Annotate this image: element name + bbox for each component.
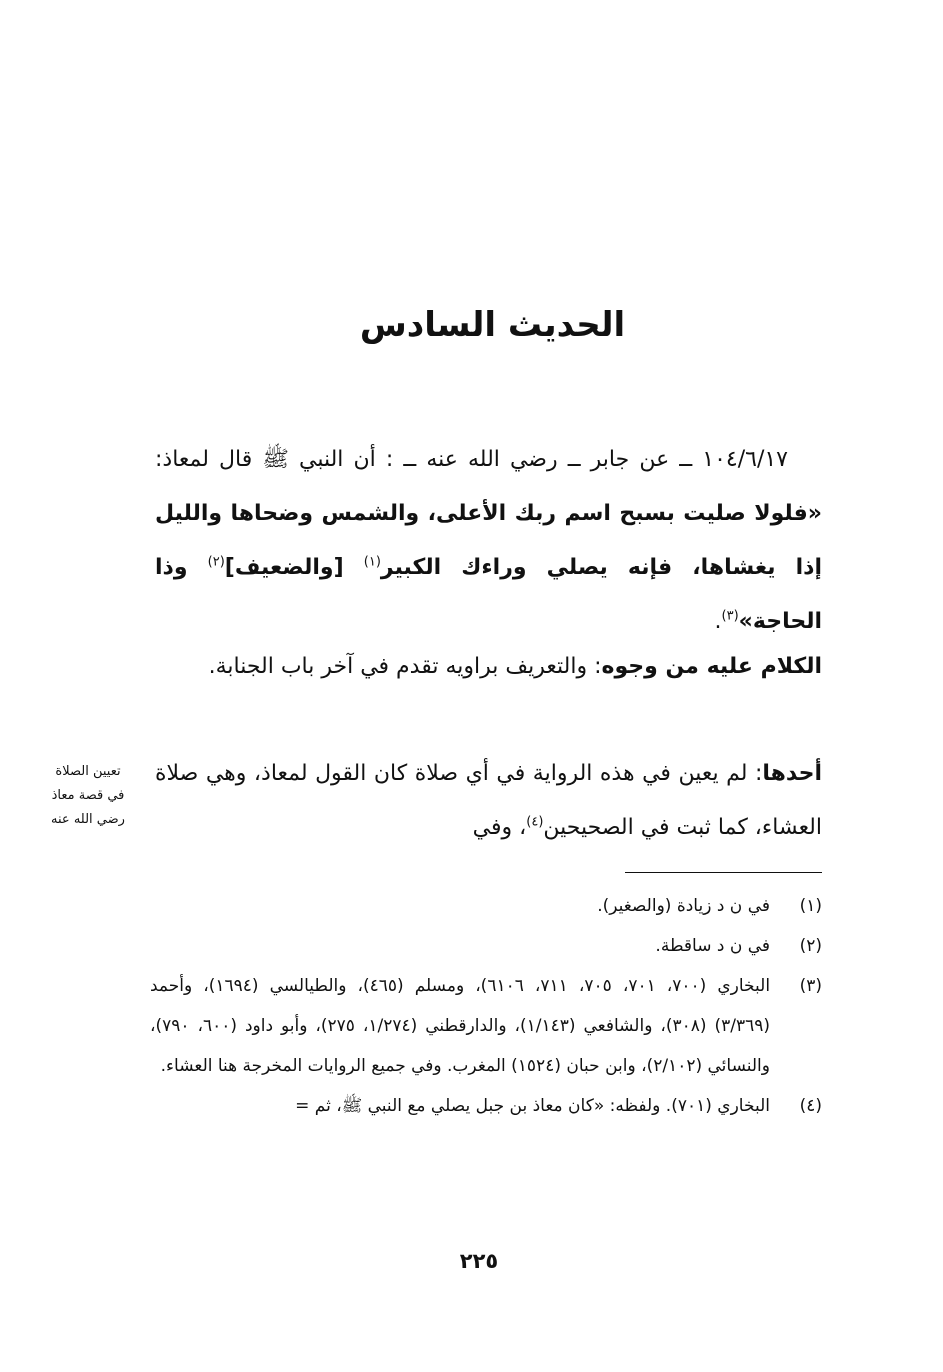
first-point-text: : لم يعين في هذه الرواية في أي صلاة كان القول لمعاذ، وهي صلاة العشاء، كما ثبت في الصحيحين (155, 761, 822, 840)
footnote (150, 926, 822, 966)
footnote-text: البخاري (٧٠٠، ٧٠١، ٧٠٥، ٧١١، ٦١٠٦)، ومسلم (٤٦٥)، والطيالسي (١٦٩٤)، وأحمد (٣/٣٦٩) (٣٠٨)، والشافعي (١/١٤٣)، والدارقطني (١/٢٧٤، ٢٧٥)، وأبو داود (٦٠٠، ٧٩٠)، والنسائي (٢/١٠٢)، وابن حبان (١٥٢٤) المغرب. وفي جميع الروايات المخرجة هنا العشاء. (150, 976, 771, 1076)
footnote-text: في ن د زيادة (والصغير). (597, 896, 770, 916)
discussion-lead: الكلام عليه من وجوه (601, 654, 822, 679)
hadith-text: «فلولا صليت بسبح اسم ربك الأعلى، والشمس وضحاها والليل إذا يغشاها، فإنه يصلي وراءك الكبير (155, 501, 822, 580)
page-number: ٢٢٥ (459, 1249, 499, 1273)
hadith-number: ١٠٤/٦/١٧ (702, 447, 788, 472)
margin-note-line: في قصة معاذ (51, 788, 125, 803)
hadith-text-3: وذا الحاجة» (155, 555, 822, 634)
footnote-separator (625, 872, 822, 873)
first-point-text-2: ، وفي (472, 815, 527, 840)
footnote-number: (٣) (799, 976, 822, 996)
footnote (150, 1086, 822, 1126)
hadith-end: . (714, 609, 722, 634)
first-point-lead: أحدها (762, 761, 822, 786)
footnote-ref-4: (٤) (526, 814, 544, 830)
footnote-ref-3: (٣) (721, 608, 739, 624)
footnote-text: البخاري (٧٠١). ولفظه: «كان معاذ بن جبل يصلي مع النبي ﷺ، ثم = (295, 1096, 770, 1116)
margin-note-line: تعيين الصلاة (55, 764, 121, 779)
footnote-ref-1: (١) (363, 554, 381, 570)
hadith-chain: ــ عن جابر ــ رضي الله عنه ــ : أن النبي ﷺ قال لمعاذ: (155, 447, 703, 472)
footnote (150, 886, 822, 926)
footnote-number: (٤) (799, 1096, 822, 1116)
margin-note (38, 760, 138, 832)
footnote (150, 966, 822, 1086)
footnote-text: في ن د ساقطة. (655, 936, 770, 956)
margin-note-line: رضي الله عنه (51, 812, 125, 827)
footnote-number: (١) (799, 896, 822, 916)
hadith-paragraph (155, 433, 822, 649)
footnote-number: (٢) (799, 936, 822, 956)
discussion-text: : والتعريف براويه تقدم في آخر باب الجنابة. (208, 654, 602, 679)
chapter-title: الحديث السادس (359, 305, 626, 345)
footnote-ref-2: (٢) (207, 554, 225, 570)
footnotes (150, 886, 822, 1126)
first-point-paragraph (155, 747, 822, 855)
hadith-text-2: [والضعيف] (224, 555, 364, 580)
discussion-paragraph (155, 640, 822, 694)
